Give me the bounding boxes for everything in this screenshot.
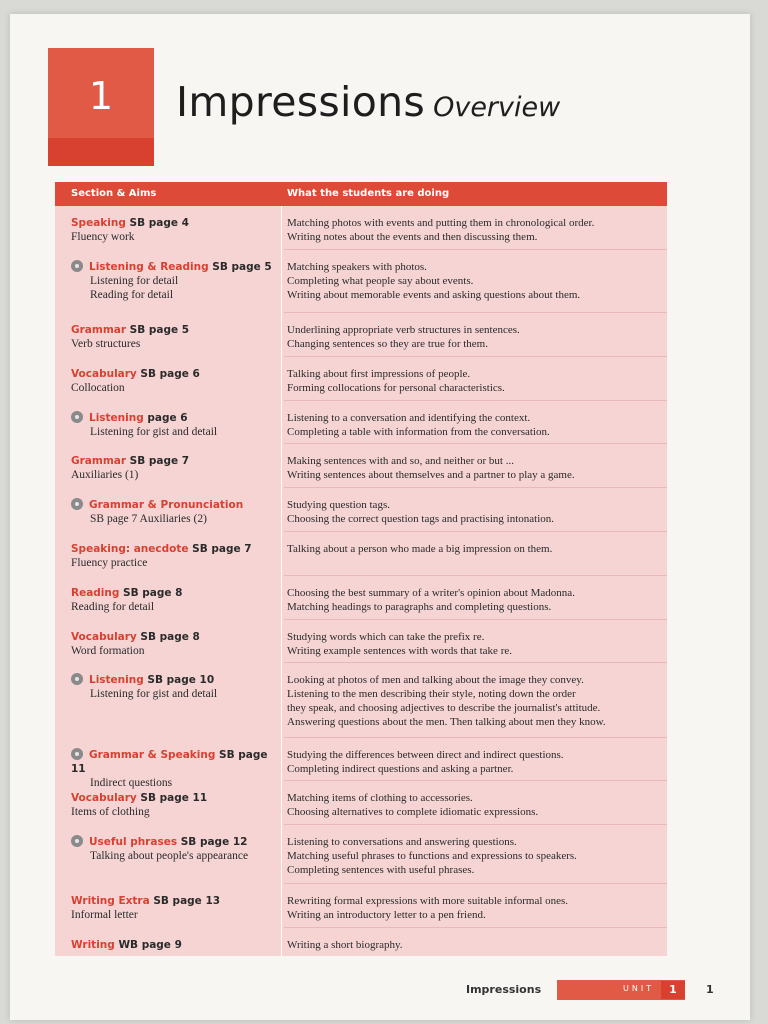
activity-line: Choosing the correct question tags and practising intonation. (287, 513, 555, 525)
section-aim: Listening for detail (90, 275, 179, 287)
section-name: Grammar & Pronunciation (89, 499, 244, 511)
section-name: Grammar (71, 455, 127, 467)
row-section-cell (71, 630, 276, 658)
row-section-heading (71, 748, 276, 776)
row-section-heading (71, 260, 276, 274)
table-row (55, 884, 667, 928)
activity-line: Listening to conversations and answering questions. (287, 836, 517, 848)
section-name: Listening (89, 412, 144, 424)
row-section-heading (71, 411, 276, 425)
table-row (55, 825, 667, 884)
row-section-cell (71, 498, 276, 526)
table-row (55, 401, 667, 444)
section-name: Reading (71, 587, 120, 599)
section-aim: Indirect questions (90, 777, 173, 789)
page-reference: SB page 4 (125, 217, 189, 229)
activity-line: Completing indirect questions and asking a partner. (287, 763, 514, 775)
activity-line: Matching headings to paragraphs and completing questions. (287, 601, 552, 613)
section-name: Vocabulary (71, 792, 137, 804)
table-row (55, 444, 667, 488)
section-aim: Collocation (71, 382, 125, 394)
page-reference: SB page 5 (208, 261, 272, 273)
activity-line: Studying the differences between direct and indirect questions. (287, 749, 564, 761)
section-aim: Word formation (71, 645, 145, 657)
page-reference: SB page 10 (143, 674, 215, 686)
unit-badge (48, 48, 154, 166)
row-activity-cell (287, 748, 663, 776)
page-reference: SB page 7 (126, 455, 190, 467)
table-row (55, 488, 667, 532)
activity-line: Looking at photos of men and talking about the image they convey. (287, 674, 584, 686)
activity-line: Listening to the men describing their style, noting down the order (287, 688, 576, 700)
section-aim: Fluency practice (71, 557, 148, 569)
activity-line: Writing about memorable events and asking questions about them. (287, 289, 581, 301)
activity-line: Studying question tags. (287, 499, 390, 511)
row-section-heading (71, 895, 220, 907)
activity-line: Writing a short biography. (287, 939, 403, 951)
activity-line: Matching photos with events and putting them in chronological order. (287, 217, 595, 229)
table-row (55, 357, 667, 401)
row-section-heading (71, 587, 182, 599)
table-row (55, 620, 667, 663)
unit-number: 1 (88, 74, 114, 118)
section-aim: Auxiliaries (1) (71, 469, 139, 481)
cd-audio-icon (71, 498, 83, 510)
unit-badge-strip (48, 138, 154, 166)
footer-title: Impressions (466, 983, 542, 996)
row-section-cell (71, 673, 276, 701)
row-section-cell (71, 586, 276, 614)
section-name: Vocabulary (71, 368, 137, 380)
cd-audio-icon (71, 673, 83, 685)
row-section-heading (71, 631, 200, 643)
table-row (55, 781, 667, 825)
section-name: Useful phrases (89, 836, 178, 848)
section-name: Writing (71, 939, 115, 951)
section-aim: SB page 7 Auxiliaries (2) (90, 513, 207, 525)
page-reference: SB page 11 (136, 792, 208, 804)
page-reference: SB page 8 (119, 587, 183, 599)
table-row (55, 250, 667, 313)
cd-audio-icon (71, 748, 83, 760)
row-section-cell (71, 454, 276, 482)
cd-audio-icon (71, 835, 83, 847)
page-reference: page 6 (143, 412, 188, 424)
col-header-activity: What the students are doing (287, 188, 450, 199)
activity-line: Rewriting formal expressions with more suitable informal ones. (287, 895, 569, 907)
activity-line: Listening to a conversation and identifying the context. (287, 412, 531, 424)
table-row (55, 532, 667, 576)
activity-line: Matching items of clothing to accessories. (287, 792, 473, 804)
section-aim: Items of clothing (71, 806, 150, 818)
page-number: 1 (706, 983, 714, 996)
activity-line: Making sentences with and so, and neither or but ... (287, 455, 514, 467)
title-main: Impressions (176, 78, 426, 126)
row-activity-cell (287, 367, 663, 395)
section-aim: Talking about people's appearance (90, 850, 249, 862)
row-section-heading (71, 498, 276, 512)
activity-line: Matching speakers with photos. (287, 261, 427, 273)
row-activity-cell (287, 673, 663, 729)
page-reference: SB page 7 (188, 543, 252, 555)
section-aim: Informal letter (71, 909, 138, 921)
col-header-section: Section & Aims (71, 188, 157, 199)
row-section-cell (71, 894, 276, 922)
section-name: Listening & Reading (89, 261, 209, 273)
row-activity-cell (287, 411, 663, 439)
table-row (55, 738, 667, 789)
activity-line: Completing a table with information from the conversation. (287, 426, 550, 438)
row-section-cell (71, 216, 276, 244)
row-section-cell (71, 367, 276, 395)
activity-line: Writing notes about the events and then discussing them. (287, 231, 538, 243)
row-section-heading (71, 455, 189, 467)
page-reference: SB page 6 (136, 368, 200, 380)
row-activity-cell (287, 938, 663, 952)
title-subtitle: Overview (433, 92, 561, 123)
activity-line: Answering questions about the men. Then talking about men they know. (287, 716, 606, 728)
row-section-heading (71, 792, 207, 804)
row-section-cell (71, 411, 276, 439)
row-section-cell (71, 323, 276, 351)
table-row (55, 313, 667, 357)
page-reference: WB page 9 (114, 939, 182, 951)
activity-line: Writing example sentences with words that take re. (287, 645, 512, 657)
table-row (55, 576, 667, 620)
row-section-heading (71, 324, 189, 336)
page-title (176, 78, 560, 138)
row-activity-cell (287, 835, 663, 877)
section-name: Speaking: anecdote (71, 543, 189, 555)
section-aim: Verb structures (71, 338, 141, 350)
row-section-heading (71, 543, 252, 555)
section-aim: Listening for gist and detail (90, 426, 218, 438)
footer-unit-number: 1 (661, 981, 685, 999)
activity-line: Choosing the best summary of a writer's opinion about Madonna. (287, 587, 575, 599)
row-activity-cell (287, 498, 663, 526)
activity-line: Completing what people say about events. (287, 275, 474, 287)
table-row (55, 663, 667, 738)
row-activity-cell (287, 586, 663, 614)
footer-unit-bar (557, 980, 685, 1000)
row-section-cell (71, 542, 276, 570)
row-activity-cell (287, 216, 663, 244)
activity-line: Underlining appropriate verb structures in sentences. (287, 324, 520, 336)
cd-audio-icon (71, 411, 83, 423)
row-section-heading (71, 368, 200, 380)
table-header (55, 182, 667, 206)
row-activity-cell (287, 260, 663, 302)
row-section-heading (71, 673, 276, 687)
row-section-heading (71, 217, 189, 229)
row-activity-cell (287, 323, 663, 351)
row-activity-cell (287, 454, 663, 482)
activity-line: Changing sentences so they are true for them. (287, 338, 488, 350)
table-row (55, 928, 667, 956)
row-section-cell (71, 835, 276, 863)
activity-line: Choosing alternatives to complete idiomatic expressions. (287, 806, 539, 818)
row-section-cell (71, 938, 276, 952)
row-activity-cell (287, 894, 663, 922)
page-reference: SB page 11 (71, 749, 268, 775)
activity-line: they speak, and choosing adjectives to describe the journalist's attitude. (287, 702, 601, 714)
section-name: Vocabulary (71, 631, 137, 643)
section-name: Grammar (71, 324, 127, 336)
row-section-cell (71, 260, 276, 302)
activity-line: Talking about first impressions of people. (287, 368, 471, 380)
cd-audio-icon (71, 260, 83, 272)
activity-line: Writing an introductory letter to a pen friend. (287, 909, 486, 921)
section-name: Listening (89, 674, 144, 686)
section-aim: Listening for gist and detail (90, 688, 218, 700)
section-name: Writing Extra (71, 895, 150, 907)
row-activity-cell (287, 791, 663, 819)
activity-line: Completing sentences with useful phrases. (287, 864, 475, 876)
page-reference: SB page 13 (149, 895, 221, 907)
section-aim: Reading for detail (71, 601, 155, 613)
page-reference: SB page 8 (136, 631, 200, 643)
activity-line: Forming collocations for personal characteristics. (287, 382, 505, 394)
activity-line: Matching useful phrases to functions and expressions to speakers. (287, 850, 577, 862)
section-aim: Fluency work (71, 231, 135, 243)
activity-line: Writing sentences about themselves and a partner to play a game. (287, 469, 575, 481)
overview-table (55, 182, 667, 956)
activity-line: Talking about a person who made a big impression on them. (287, 543, 553, 555)
page-reference: SB page 5 (126, 324, 190, 336)
row-activity-cell (287, 542, 663, 556)
table-row (55, 206, 667, 250)
row-section-heading (71, 835, 276, 849)
section-name: Grammar & Speaking (89, 749, 216, 761)
row-section-heading (71, 939, 182, 951)
row-section-cell (71, 791, 276, 819)
row-activity-cell (287, 630, 663, 658)
section-name: Speaking (71, 217, 126, 229)
page-reference: SB page 12 (177, 836, 248, 848)
footer-unit-label: UNIT (623, 984, 655, 993)
section-aim: Reading for detail (90, 289, 174, 301)
activity-line: Studying words which can take the prefix re. (287, 631, 485, 643)
